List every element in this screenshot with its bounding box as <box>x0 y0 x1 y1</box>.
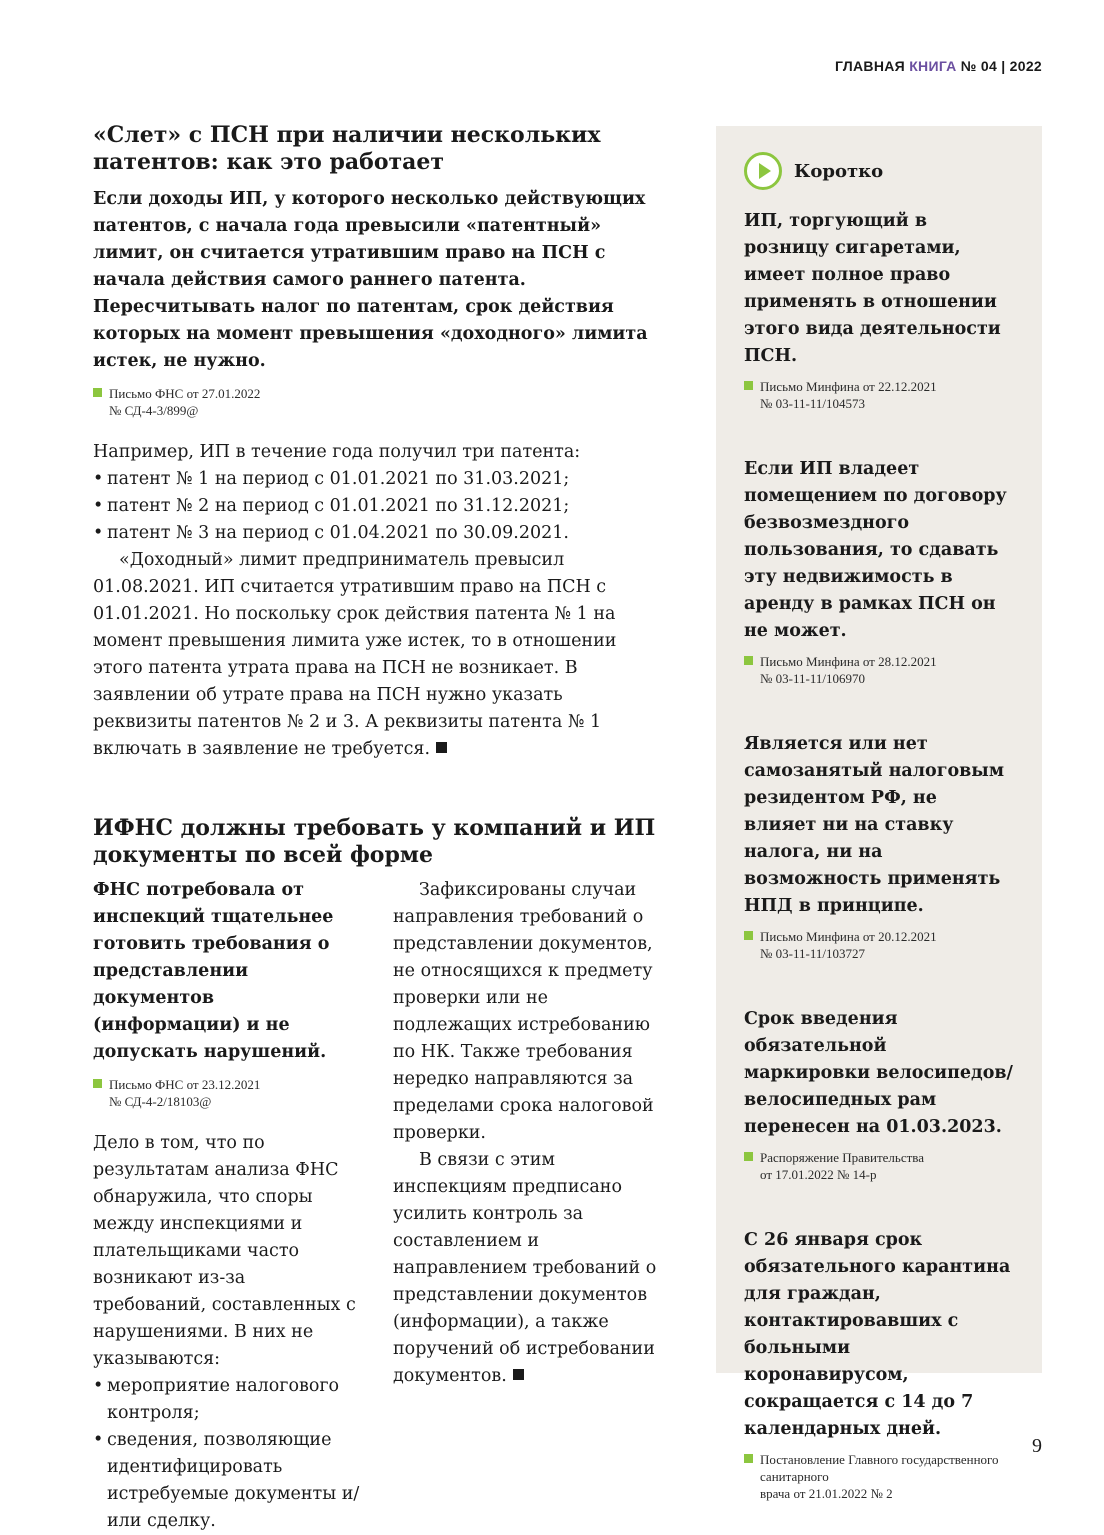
header-book: КНИГА <box>909 58 957 74</box>
source-line: Постановление Главного государственного санитарного <box>760 1452 999 1484</box>
article-lead: ФНС потребовала от инспекций тщательнее готовить требования о представлении документов (информации) и не допускать нарушений. <box>93 880 334 1062</box>
header-issue: № 04 | 2022 <box>956 58 1042 74</box>
news-text: Срок введения обязательной маркировки велосипедов/велосипедных рам перенесен на 01.03.2023. <box>744 1009 1013 1137</box>
source-line: Письмо Минфина от 20.12.2021 <box>760 929 937 944</box>
list-item: • патент № 3 на период с 01.04.2021 по 30.09.2021. <box>93 520 663 547</box>
source-line: № 03-11-11/103727 <box>760 946 865 961</box>
body-text: «Доходный» лимит предприниматель превысил 01.08.2021. ИП считается утратившим право на ПСН с 01.01.2021. Но поскольку срок действия патента № 1 на момент превышения лимита уже истек, то в отношении этого патента утрата права на ПСН не возникает. В заявлении об утрате права на ПСН нужно указать реквизиты патентов № 2 и 3. А реквизиты патента № 1 включать в заявление не требуется. <box>93 550 617 759</box>
source-note <box>744 1149 1014 1183</box>
body-text: Например, ИП в течение года получил три патента: <box>93 442 581 462</box>
magazine-header <box>835 58 1042 74</box>
article-ifns <box>93 815 663 1535</box>
source-note <box>744 378 1014 412</box>
green-square-icon <box>744 1454 753 1463</box>
source-line: № СД-4-2/18103@ <box>109 1094 212 1109</box>
sidebar-heading <box>744 152 1014 190</box>
green-square-icon <box>744 931 753 940</box>
body-text: Дело в том, что по результатам анализа ФНС обнаружила, что споры между инспекциями и плательщиками часто возникают из-за требований, составленных с нарушениями. В них не указываются: <box>93 1133 356 1369</box>
list-item: • патент № 1 на период с 01.01.2021 по 31.03.2021; <box>93 466 663 493</box>
list-item: • патент № 2 на период с 01.01.2021 по 31.12.2021; <box>93 493 663 520</box>
news-item <box>744 1227 1014 1502</box>
news-text: ИП, торгующий в розницу сигаретами, имеет полное право применять в отношении этого вида деятельности ПСН. <box>744 211 1001 366</box>
news-text: Если ИП владеет помещением по договору безвозмездного пользования, то сдавать эту недвижимость в аренду в рамках ПСН он не может. <box>744 459 1007 641</box>
bullet-list <box>93 466 663 547</box>
header-title: ГЛАВНАЯ <box>834 58 910 74</box>
news-item <box>744 731 1014 962</box>
column-left <box>93 877 363 1535</box>
body-paragraph <box>393 1147 663 1390</box>
source-line: № СД-4-3/899@ <box>109 403 199 418</box>
body-text: Зафиксированы случаи направления требований о представлении документов, не относящихся к предмету проверки или не подлежащих истребованию по НК. Также требования нередко направляются за пределами срока налоговой проверки. <box>393 880 654 1143</box>
source-note <box>93 1076 363 1110</box>
green-square-icon <box>744 381 753 390</box>
source-line: Письмо Минфина от 28.12.2021 <box>760 654 937 669</box>
source-line: Письмо ФНС от 27.01.2022 <box>109 386 261 401</box>
source-line: от 17.01.2022 № 14-р <box>760 1167 877 1182</box>
news-text: Является или нет самозанятый налоговым резидентом РФ, не влияет ни на ставку налога, ни на возможность применять НПД в принципе. <box>744 734 1005 916</box>
green-square-icon <box>744 656 753 665</box>
source-line: Распоряжение Правительства <box>760 1150 925 1165</box>
source-note <box>744 653 1014 687</box>
news-item <box>744 456 1014 687</box>
body-text: В связи с этим инспекциям предписано усилить контроль за составлением и направлением требований о представлении документов (информации), а также поручений об истребовании документов. <box>393 1150 657 1386</box>
source-line: Письмо Минфина от 22.12.2021 <box>760 379 937 394</box>
source-note <box>744 1451 1014 1502</box>
article-lead: Если доходы ИП, у которого несколько действующих патентов, с начала года превысили «патентный» лимит, он считается утратившим право на ПСН с начала действия самого раннего патента. Пересчитывать налог по патентам, срок действия которых на момент превышения «доходного» лимита истек, не нужно. <box>93 189 648 371</box>
column-right <box>393 877 663 1535</box>
source-line: № 03-11-11/104573 <box>760 396 865 411</box>
source-note <box>93 385 663 419</box>
source-line: № 03-11-11/106970 <box>760 671 865 686</box>
page-number: 9 <box>1032 1435 1042 1457</box>
article-psn <box>93 122 663 763</box>
news-text: С 26 января срок обязательного карантина для граждан, контактировавших с больными коронавирусом, сокращается с 14 до 7 календарных дней. <box>744 1230 1011 1439</box>
two-column-layout <box>93 877 663 1535</box>
source-line: врача от 21.01.2022 № 2 <box>760 1486 893 1501</box>
sidebar-briefly <box>716 126 1042 1501</box>
end-mark-icon <box>436 742 447 753</box>
article-title: ИФНС должны требовать у компаний и ИП документы по всей форме <box>93 815 656 868</box>
bullet-list <box>93 1373 363 1535</box>
green-square-icon <box>744 1152 753 1161</box>
source-line: Письмо ФНС от 23.12.2021 <box>109 1077 261 1092</box>
green-square-icon <box>93 1079 102 1088</box>
green-square-icon <box>93 388 102 397</box>
main-column <box>93 122 663 1535</box>
sidebar-title: Коротко <box>794 160 884 182</box>
article-title: «Слет» с ПСН при наличии нескольких патентов: как это работает <box>93 122 601 175</box>
list-item: • мероприятие налогового контроля; <box>93 1373 363 1427</box>
source-note <box>744 928 1014 962</box>
list-item: • сведения, позволяющие идентифицировать истребуемые документы и/или сделку. <box>93 1427 363 1535</box>
play-icon <box>744 152 782 190</box>
news-item <box>744 1006 1014 1183</box>
body-paragraph <box>93 547 663 763</box>
news-item <box>744 208 1014 412</box>
end-mark-icon <box>513 1369 524 1380</box>
